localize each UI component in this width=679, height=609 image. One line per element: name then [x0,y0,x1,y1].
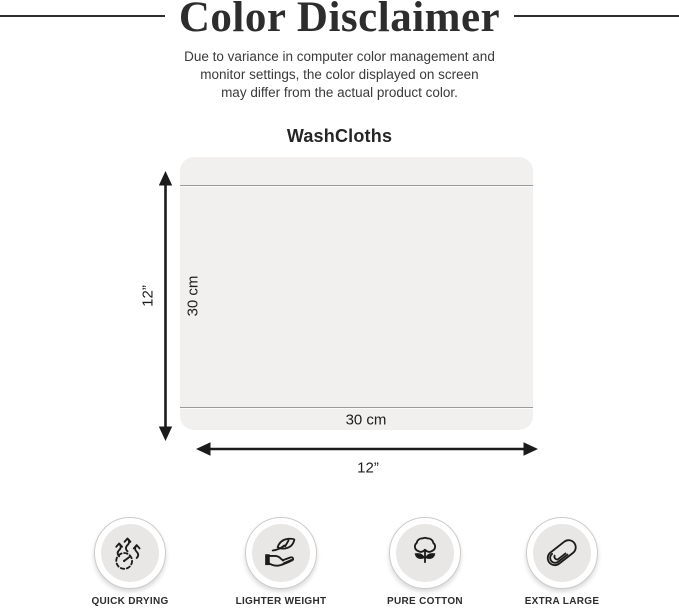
washcloths-heading: WashCloths [286,126,393,146]
feature-lighter-weight [206,517,356,607]
feature-extra-large [487,517,637,607]
washcloth-top-seam-line [180,185,533,186]
disclaimer-line-3: may differ from the actual product color. [221,85,458,100]
feature-label: PURE COTTON [387,596,463,607]
feature-label: QUICK DRYING [91,596,169,607]
width-label-inches: 12” [357,459,379,477]
washcloth-bottom-seam-line [180,407,533,408]
feature-pure-cotton [350,517,500,607]
height-label-cm: 30 cm [184,275,202,317]
pure-cotton-icon [405,533,445,573]
feature-quick-drying [55,517,205,607]
height-dimension-arrow [153,170,178,442]
title-divider-line-right [514,15,679,17]
width-dimension-arrow [195,437,539,461]
feature-circle [94,517,166,589]
washcloth-diagram [180,157,533,430]
disclaimer-text [0,48,679,102]
page-title: Color Disclaimer [178,0,501,41]
feature-circle [389,517,461,589]
title-divider-line-left [0,15,165,17]
disclaimer-line-1: Due to variance in computer color management and [184,49,495,64]
extra-large-icon [542,533,582,573]
feature-circle [526,517,598,589]
feature-label: LIGHTER WEIGHT [235,596,327,607]
width-label-cm: 30 cm [345,411,387,429]
lighter-weight-icon [261,533,301,573]
header [0,0,679,43]
feature-circle [245,517,317,589]
quick-drying-icon [110,533,150,573]
feature-label: EXTRA LARGE [524,596,600,607]
disclaimer-line-2: monitor settings, the color displayed on screen [200,67,479,82]
height-label-inches: 12” [139,285,157,307]
